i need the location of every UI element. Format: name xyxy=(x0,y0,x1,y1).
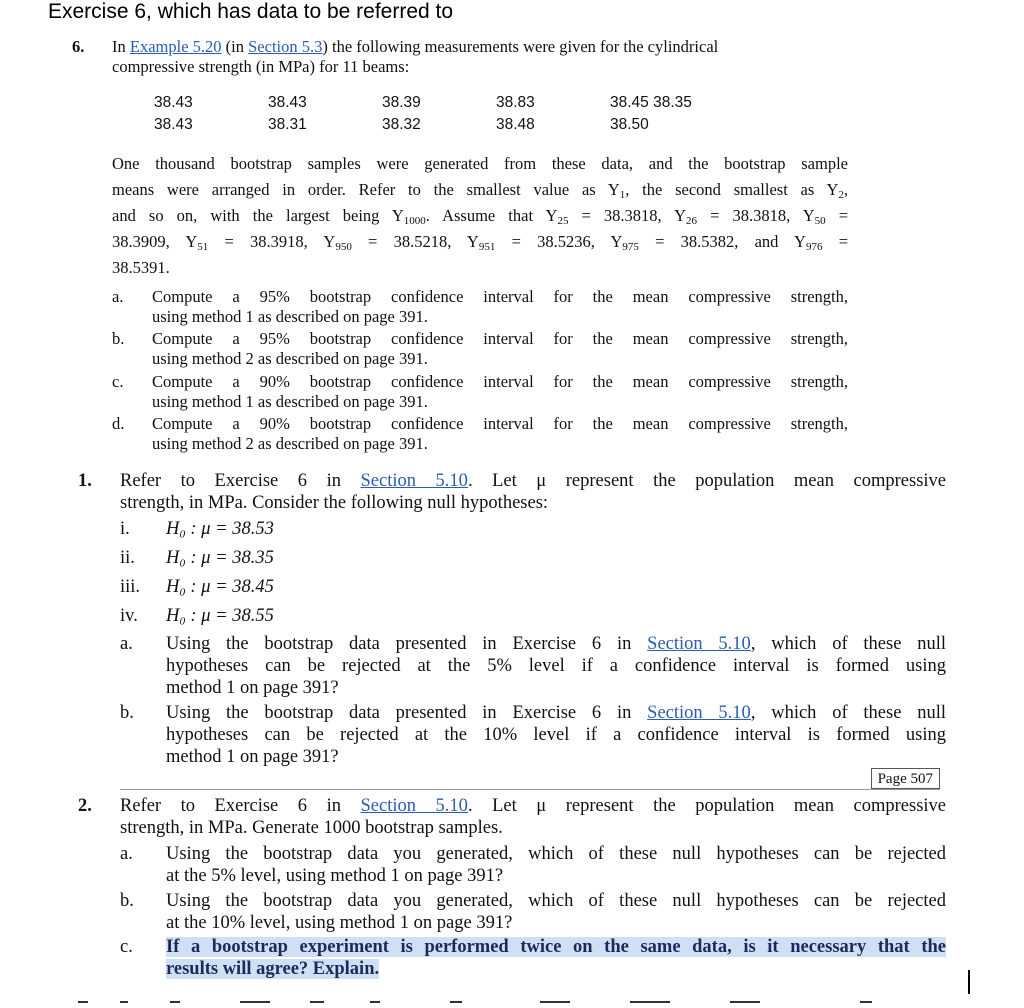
hypothesis-ii xyxy=(166,547,274,569)
section-5-10-link[interactable]: Section 5.10 xyxy=(360,471,468,491)
q1-part-a-line2: hypotheses can be rejected at the 5% level if a confidence interval is formed using xyxy=(166,656,946,676)
selected-text[interactable]: results will agree? Explain. xyxy=(166,959,380,979)
subscript: 25 xyxy=(557,215,569,227)
measurement-cell: 38.48 xyxy=(496,116,535,133)
section-5-10-link[interactable]: Section 5.10 xyxy=(360,796,468,816)
part-label: c. xyxy=(112,372,124,391)
q1-part-b-line2: hypotheses can be rejected at the 10% level if a confidence interval is formed using xyxy=(166,725,946,745)
paragraph-line: means were arranged in order. Refer to the smallest value as $Y_1$, the second smallest as $Y_2$, xyxy=(112,180,848,201)
text: = 38.3818, Y xyxy=(697,206,815,225)
question-2-line1 xyxy=(120,795,946,817)
section-5-3-link[interactable]: Section 5.3 xyxy=(248,37,323,56)
measurement-cell: 38.43 xyxy=(154,94,193,111)
clipped-glyph xyxy=(78,1001,88,1003)
page-heading: Exercise 6, which has data to be referred to xyxy=(48,0,454,23)
q2-part-b-line2: at the 10% level, using method 1 on page 391? xyxy=(166,913,513,933)
page-break-rule xyxy=(120,789,940,790)
part-d-line1: Compute a 90% bootstrap confidence interval for the mean compressive strength, xyxy=(152,414,848,433)
q2-part-a-line1: Using the bootstrap data you generated, which of these null hypotheses can be rejected xyxy=(166,844,946,864)
q1-part-a-line3: method 1 on page 391? xyxy=(166,678,339,698)
clipped-glyph xyxy=(540,1001,570,1003)
bootstrap-paragraph xyxy=(112,151,848,281)
subscript: 1000 xyxy=(403,215,426,227)
q1-part-a-line1 xyxy=(166,633,946,655)
hypothesis-label: i. xyxy=(120,519,130,539)
part-a-line2: using method 1 as described on page 391. xyxy=(152,307,428,326)
measurement-cell: 38.83 xyxy=(496,94,535,111)
hypothesis-text: H₀ : μ = 38.55 xyxy=(166,606,274,626)
clipped-glyph xyxy=(630,1001,670,1003)
q1-part-b-line1 xyxy=(166,702,946,724)
part-c-line1: Compute a 90% bootstrap confidence interval for the mean compressive strength, xyxy=(152,372,848,391)
text: Refer to Exercise 6 in xyxy=(120,796,361,816)
subscript: 26 xyxy=(686,215,698,227)
question-1-line2: strength, in MPa. Consider the following null hypotheses: xyxy=(120,493,549,513)
hypothesis-iv xyxy=(166,605,274,627)
question-1-number: 1. xyxy=(78,471,92,491)
text: = 38.5382, and Y xyxy=(638,232,806,251)
paragraph-line xyxy=(112,203,848,229)
text: , which of these null xyxy=(750,703,946,723)
hypothesis-i xyxy=(166,518,274,540)
part-d-line2: using method 2 as described on page 391. xyxy=(152,434,428,453)
text: means were arranged in order. Refer to the smallest value as Y xyxy=(112,180,620,199)
intro-text: (in xyxy=(221,37,249,56)
q2-part-b-line1: Using the bootstrap data you generated, which of these null hypotheses can be rejected xyxy=(166,891,946,911)
text: 38.3909, Y xyxy=(112,232,198,251)
text: = xyxy=(825,206,849,225)
part-label: a. xyxy=(112,287,124,306)
part-c-line2: using method 1 as described on page 391. xyxy=(152,392,428,411)
part-label: d. xyxy=(112,414,125,433)
exercise-6-number: 6. xyxy=(72,37,85,56)
text: = xyxy=(822,232,848,251)
measurement-cell: 38.32 xyxy=(382,116,421,133)
hypothesis-text: H₀ : μ = 38.45 xyxy=(166,577,274,597)
part-label: b. xyxy=(112,329,125,348)
exercise-6-intro-line1 xyxy=(112,36,718,57)
part-label: b. xyxy=(120,891,134,911)
clipped-glyph xyxy=(310,1001,324,1003)
question-1-line1 xyxy=(120,470,946,492)
part-label: a. xyxy=(120,634,133,654)
hypothesis-label: iv. xyxy=(120,606,138,626)
text: = 38.5218, Y xyxy=(351,232,479,251)
paragraph-line: One thousand bootstrap samples were generated from these data, and the bootstrap sample xyxy=(112,154,848,173)
selected-text[interactable]: If a bootstrap experiment is performed twice on the same data, is it necessary that the xyxy=(166,937,946,957)
part-b-line1: Compute a 95% bootstrap confidence interval for the mean compressive strength, xyxy=(152,329,848,348)
text: and so on, with the largest being Y xyxy=(112,206,404,225)
clipped-glyph xyxy=(730,1001,760,1003)
clipped-glyph xyxy=(120,1001,128,1003)
subscript: 1 xyxy=(619,189,626,201)
part-label: c. xyxy=(120,937,133,957)
text: . Let μ represent the population mean compressive xyxy=(467,471,946,491)
intro-text: In xyxy=(112,37,130,56)
part-label: a. xyxy=(120,844,133,864)
text: , the second smallest as Y xyxy=(625,180,839,199)
part-a-line1: Compute a 95% bootstrap confidence interval for the mean compressive strength, xyxy=(152,287,848,306)
text: Using the bootstrap data presented in Exercise 6 in xyxy=(166,703,648,723)
exercise-6-intro-line2: compressive strength (in MPa) for 11 beams: xyxy=(112,57,410,76)
subscript: 51 xyxy=(197,241,209,253)
text-cursor xyxy=(968,970,970,994)
part-b-line2: using method 2 as described on page 391. xyxy=(152,349,428,368)
q2-part-c-line2[interactable] xyxy=(166,958,379,980)
paragraph-line xyxy=(112,229,848,255)
clipped-glyph xyxy=(170,1001,180,1003)
part-label: b. xyxy=(120,703,134,723)
clipped-glyph xyxy=(240,1001,270,1003)
hypothesis-text: H₀ : μ = 38.53 xyxy=(166,519,274,539)
measurement-cell: 38.43 xyxy=(154,116,193,133)
question-2-number: 2. xyxy=(78,796,92,816)
measurement-cell: 38.43 xyxy=(268,94,307,111)
measurement-cell: 38.50 xyxy=(610,116,649,133)
clipped-glyph xyxy=(860,1001,872,1003)
section-5-10-link[interactable]: Section 5.10 xyxy=(647,703,751,723)
subscript: 2 xyxy=(838,189,844,201)
clipped-glyph xyxy=(370,1001,380,1003)
clipped-glyph xyxy=(450,1001,462,1003)
text: Using the bootstrap data presented in Exercise 6 in xyxy=(166,634,648,654)
hypothesis-label: ii. xyxy=(120,548,135,568)
hypothesis-label: iii. xyxy=(120,577,141,597)
hypothesis-text: H₀ : μ = 38.35 xyxy=(166,548,274,568)
text: = 38.5236, Y xyxy=(495,232,623,251)
subscript: 951 xyxy=(478,241,496,253)
measurement-cell: 38.39 xyxy=(382,94,421,111)
paragraph-line: 38.5391. xyxy=(112,258,170,277)
intro-text: ) the following measurements were given for the cylindrical xyxy=(322,37,719,56)
example-5-20-link[interactable]: Example 5.20 xyxy=(129,37,222,56)
text: = 38.3918, Y xyxy=(208,232,336,251)
clipped-next-line xyxy=(70,995,890,1008)
text: Refer to Exercise 6 in xyxy=(120,471,361,491)
measurement-cell: 38.31 xyxy=(268,116,307,133)
hypothesis-iii xyxy=(166,576,274,598)
text: = 38.3818, Y xyxy=(568,206,687,225)
subscript: 50 xyxy=(814,215,826,227)
q2-part-c-line1[interactable] xyxy=(166,936,946,958)
page-number-label: Page 507 xyxy=(871,768,940,789)
subscript: 950 xyxy=(335,241,352,253)
subscript: 976 xyxy=(805,241,823,253)
subscript: 975 xyxy=(622,241,639,253)
text: , which of these null xyxy=(750,634,946,654)
question-2-line2: strength, in MPa. Generate 1000 bootstrap samples. xyxy=(120,818,503,838)
q1-part-b-line3: method 1 on page 391? xyxy=(166,747,339,767)
text: . Assume that Y xyxy=(425,206,558,225)
section-5-10-link[interactable]: Section 5.10 xyxy=(647,634,751,654)
q2-part-a-line2: at the 5% level, using method 1 on page 391? xyxy=(166,866,504,886)
text: . Let μ represent the population mean compressive xyxy=(467,796,946,816)
measurement-cell: 38.45 38.35 xyxy=(610,94,692,111)
